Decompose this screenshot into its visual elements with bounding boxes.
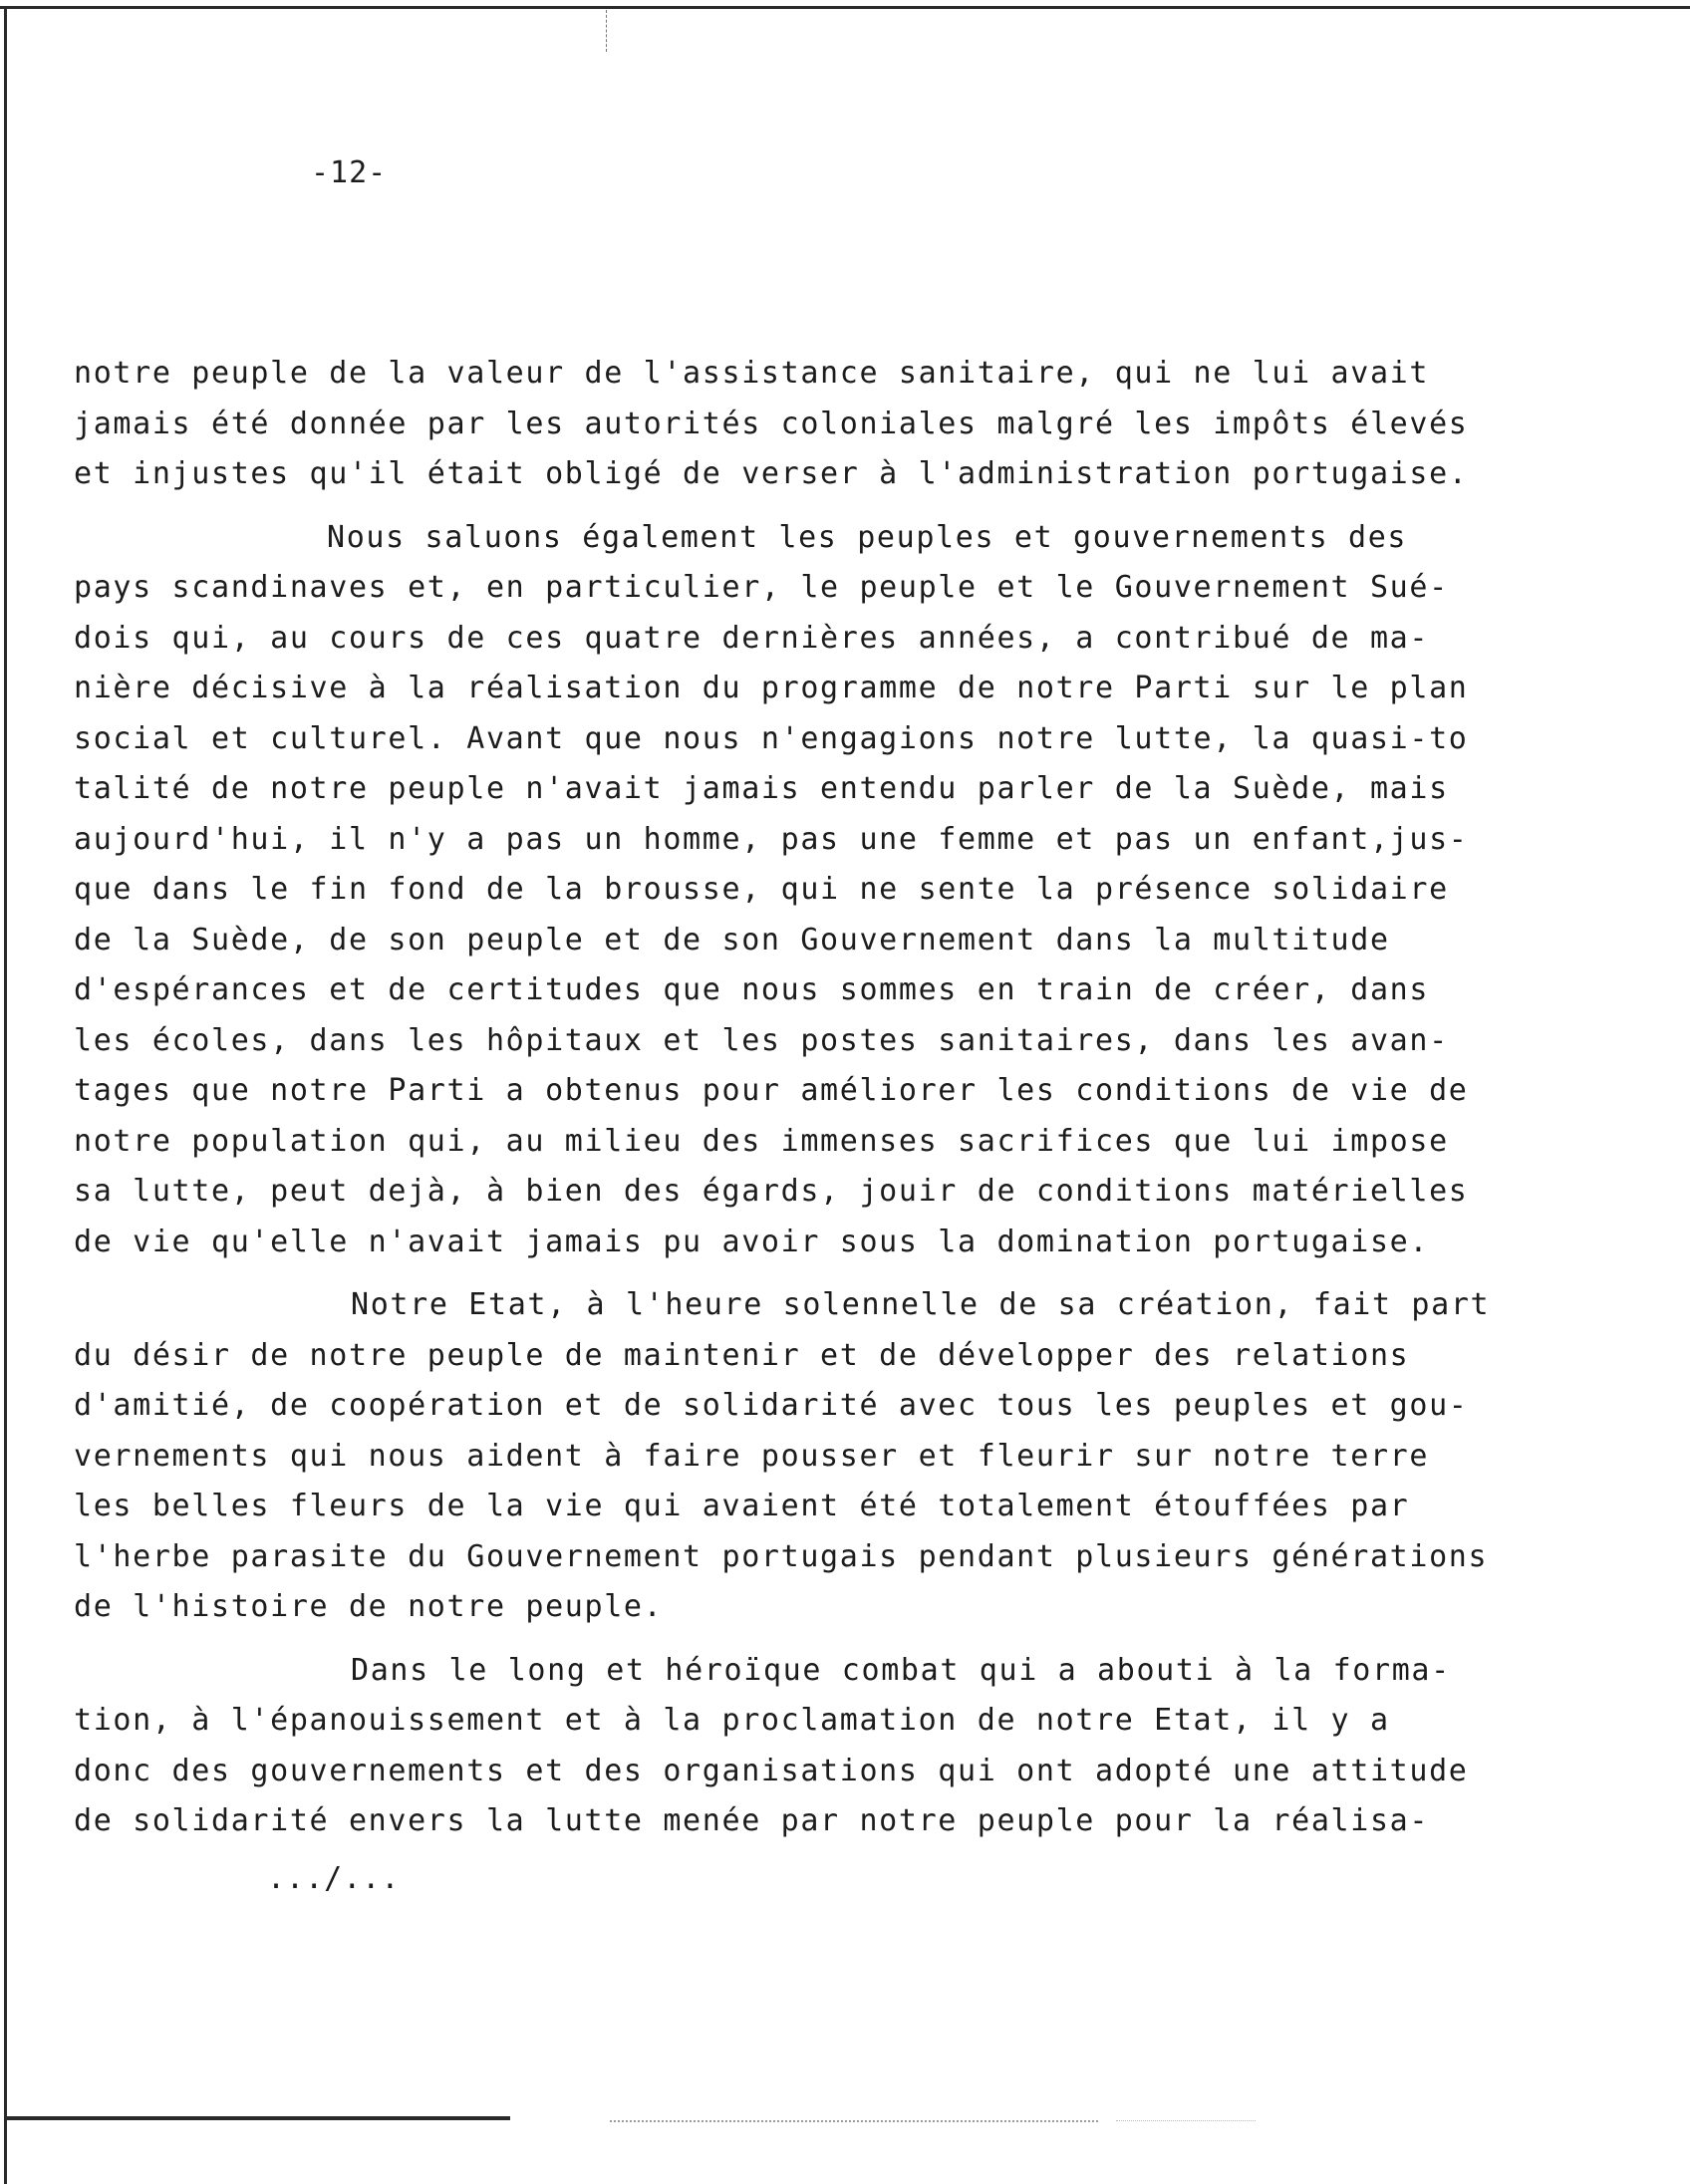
text-line: social et culturel. Avant que nous n'engagions notre lutte, la quasi-to <box>74 720 1469 756</box>
paragraph-1 <box>74 349 1509 500</box>
text-line: d'espérances et de certitudes que nous sommes en train de créer, dans <box>74 972 1430 1007</box>
document-body <box>74 349 1509 1860</box>
text-line: notre population qui, au milieu des immenses sacrifices que lui impose <box>74 1123 1449 1159</box>
fold-mark <box>606 10 608 52</box>
page-number: -12- <box>311 155 388 190</box>
scan-border-left <box>4 6 7 2184</box>
bottom-dotted-rule-tail <box>1116 2120 1256 2122</box>
text-line: pays scandinaves et, en particulier, le peuple et le Gouvernement Sué- <box>74 570 1449 605</box>
text-line: nière décisive à la réalisation du programme de notre Parti sur le plan <box>74 671 1469 705</box>
text-line: dois qui, au cours de ces quatre dernières années, a contribué de ma- <box>74 620 1430 656</box>
text-line: tages que notre Parti a obtenus pour améliorer les conditions de vie de <box>74 1073 1469 1108</box>
paragraph-3 <box>74 1280 1509 1633</box>
text-line: notre peuple de la valeur de l'assistance sanitaire, qui ne lui avait <box>74 356 1430 391</box>
text-line: l'herbe parasite du Gouvernement portugais pendant plusieurs générations <box>74 1538 1489 1574</box>
text-line: Dans le long et héroïque combat qui a abouti à la forma- <box>351 1652 1451 1688</box>
text-line: que dans le fin fond de la brousse, qui ne sente la présence solidaire <box>74 872 1449 907</box>
text-line: vernements qui nous aident à faire pousser et fleurir sur notre terre <box>74 1438 1430 1474</box>
text-line: de l'histoire de notre peuple. <box>74 1589 664 1624</box>
text-line: Nous saluons également les peuples et gouvernements des <box>327 519 1408 555</box>
text-line: de la Suède, de son peuple et de son Gouvernement dans la multitude <box>74 922 1390 957</box>
scan-border-top <box>0 6 1690 9</box>
text-line: jamais été donnée par les autorités coloniales malgré les impôts élevés <box>74 406 1469 441</box>
text-line: talité de notre peuple n'avait jamais entendu parler de la Suède, mais <box>74 771 1449 806</box>
text-line: les belles fleurs de la vie qui avaient été totalement étouffées par <box>74 1489 1410 1523</box>
text-line: sa lutte, peut dejà, à bien des égards, jouir de conditions matérielles <box>74 1174 1469 1209</box>
text-line: de solidarité envers la lutte menée par notre peuple pour la réalisa- <box>74 1803 1430 1838</box>
text-line: de vie qu'elle n'avait jamais pu avoir sous la domination portugaise. <box>74 1224 1430 1259</box>
text-line: et injustes qu'il était obligé de verser à l'administration portugaise. <box>74 456 1469 491</box>
text-line: Notre Etat, à l'heure solennelle de sa création, fait part <box>351 1287 1491 1322</box>
bottom-dotted-rule <box>610 2120 1098 2123</box>
bottom-rule <box>4 2116 510 2120</box>
text-line: donc des gouvernements et des organisations qui ont adopté une attitude <box>74 1753 1469 1788</box>
paragraph-4 <box>74 1646 1509 1847</box>
text-line: les écoles, dans les hôpitaux et les postes sanitaires, dans les avan- <box>74 1022 1449 1058</box>
text-line: tion, à l'épanouissement et à la proclamation de notre Etat, il y a <box>74 1703 1390 1738</box>
text-line: d'amitié, de coopération et de solidarité avec tous les peuples et gou- <box>74 1388 1469 1423</box>
continuation-mark: .../... <box>267 1861 401 1896</box>
text-line: aujourd'hui, il n'y a pas un homme, pas une femme et pas un enfant,jus- <box>74 821 1469 857</box>
text-line: du désir de notre peuple de maintenir et de développer des relations <box>74 1337 1410 1373</box>
paragraph-2 <box>74 513 1509 1268</box>
